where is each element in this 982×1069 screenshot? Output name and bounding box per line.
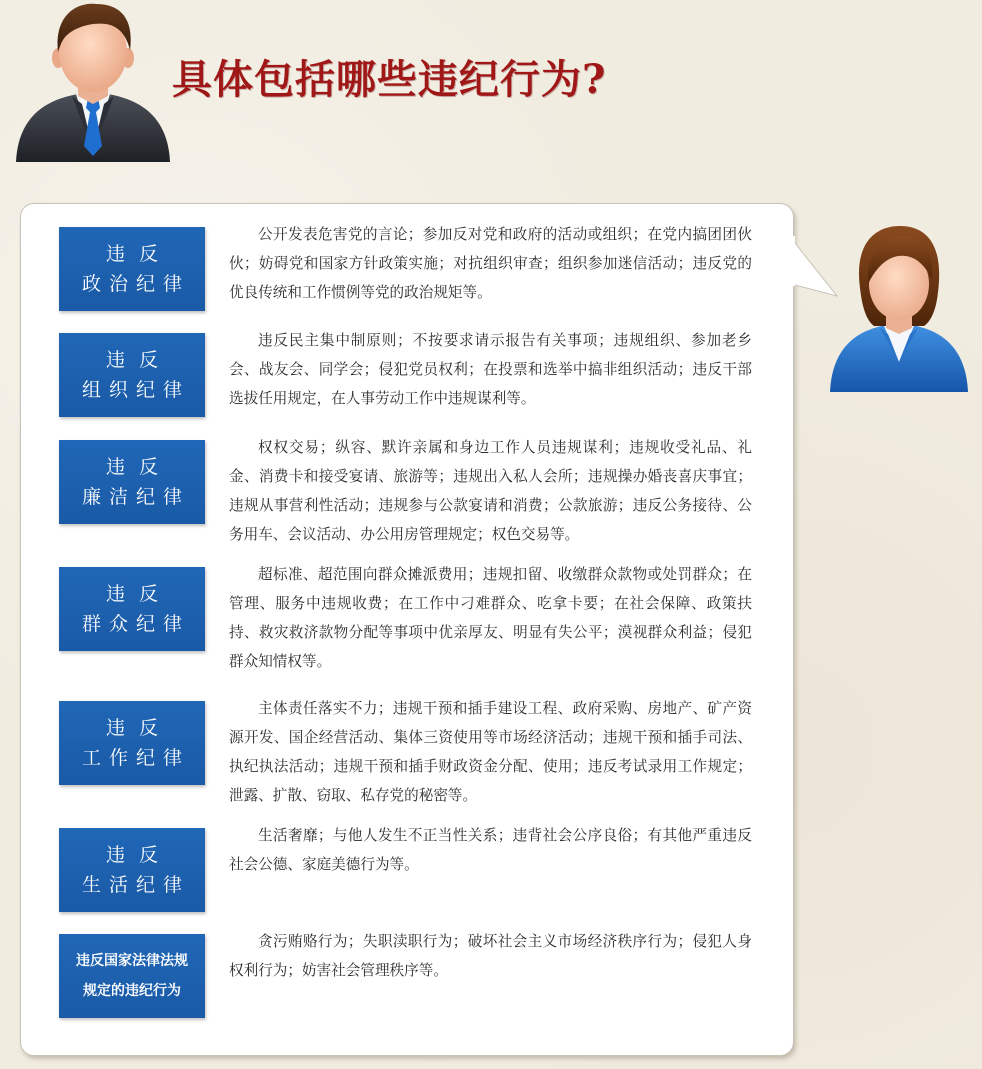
- man-avatar-icon: [8, 0, 178, 170]
- badge-line1: 违反: [105, 349, 172, 371]
- category-badge: [59, 333, 205, 417]
- badge-line2: 廉洁纪律: [81, 486, 190, 508]
- badge-line1: 违反: [105, 456, 172, 478]
- category-description: 公开发表危害党的言论；参加反对党和政府的活动或组织；在党内搞团团伙伙；妨碍党和国家方针政策实施；对抗组织审查；组织参加迷信活动；违反党的优良传统和工作惯例等党的政治规矩等。: [229, 226, 752, 301]
- badge-line1: 违反: [105, 717, 172, 739]
- category-badge: [59, 828, 205, 912]
- category-description: 权权交易；纵容、默许亲属和身边工作人员违规谋利；违规收受礼品、礼金、消费卡和接受宴请、旅游等；违规出入私人会所；违规操办婚丧喜庆事宜；违规从事营利性活动；违规参与公款宴请和消费；公款旅游；违反公务接待、公务用车、会议活动、办公用房管理规定；权色交易等。: [229, 439, 752, 543]
- category-description: 主体责任落实不力；违规干预和插手建设工程、政府采购、房地产、矿产资源开发、国企经营活动、集体三资使用等市场经济活动；违规干预和插手司法、执纪执法活动；违规干预和插手财政资金分配、使用；违反考试录用工作规定；泄露、扩散、窃取、私存党的秘密等。: [229, 700, 752, 804]
- category-description: 超标准、超范围向群众摊派费用；违规扣留、收缴群众款物或处罚群众；在管理、服务中违规收费；在工作中刁难群众、吃拿卡要；在社会保障、政策扶持、救灾救济款物分配等事项中优亲厚友、明显有失公平；漠视群众利益；侵犯群众知情权等。: [229, 566, 752, 670]
- badge-line2: 群众纪律: [81, 613, 190, 635]
- header: [0, 0, 982, 195]
- category-description: 违反民主集中制原则；不按要求请示报告有关事项；违规组织、参加老乡会、战友会、同学会；侵犯党员权利；在投票和选举中搞非组织活动；违反干部选拔任用规定，在人事劳动工作中违规谋利等。: [229, 332, 752, 407]
- category-badge: [59, 440, 205, 524]
- badge-line1: 违反: [105, 583, 172, 605]
- category-badge: [59, 934, 205, 1018]
- category-badge: [59, 567, 205, 651]
- woman-avatar-icon: [826, 222, 972, 397]
- badge-line2: 规定的违纪行为: [83, 983, 181, 999]
- category-description: 生活奢靡；与他人发生不正当性关系；违背社会公序良俗；有其他严重违反社会公德、家庭美德行为等。: [229, 827, 752, 873]
- badge-line2: 政治纪律: [81, 273, 190, 295]
- category-badge: [59, 701, 205, 785]
- badge-line1: 违反: [105, 243, 172, 265]
- badge-line2: 生活纪律: [81, 874, 190, 896]
- page-title: 具体包括哪些违纪行为?: [172, 56, 607, 103]
- category-description: 贪污贿赂行为；失职渎职行为；破坏社会主义市场经济秩序行为；侵犯人身权利行为；妨害社会管理秩序等。: [229, 933, 752, 979]
- category-badge: [59, 227, 205, 311]
- bubble-pointer-icon: [791, 232, 839, 310]
- badge-line1: 违反国家法律法规: [76, 953, 188, 969]
- badge-line2: 工作纪律: [81, 747, 190, 769]
- badge-line2: 组织纪律: [81, 379, 190, 401]
- badge-line1: 违反: [105, 844, 172, 866]
